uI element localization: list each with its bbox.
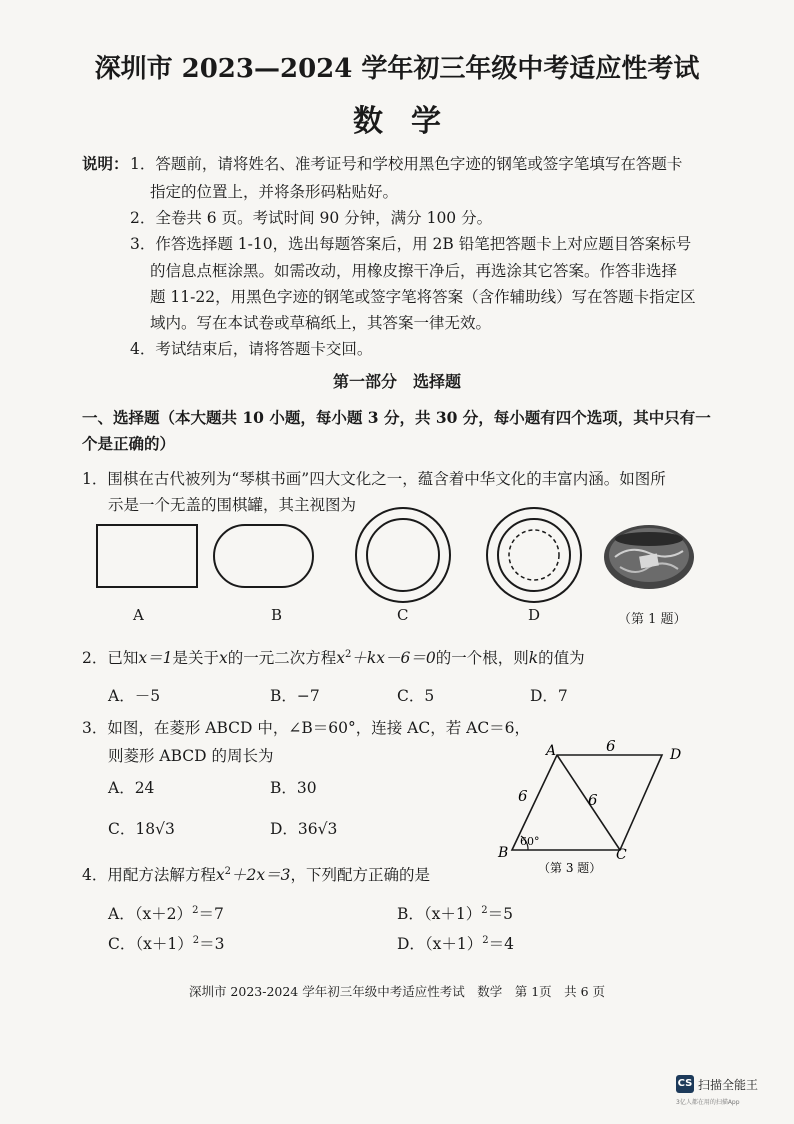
q2-eq1: x＝1 (138, 649, 173, 667)
q4-option-a (108, 902, 224, 924)
q3-caption: （第 3 题） (538, 861, 602, 875)
scanner-tagline: 3亿人都在用的扫描App (676, 1099, 740, 1106)
q1-label-b: B (271, 606, 283, 624)
page-footer: 深圳市 2023-2024 学年初三年级中考适应性考试 数学 第 1页 共 6 页 (188, 984, 606, 999)
q1-label-a: A (133, 606, 144, 624)
q3-option-d: D．36√3 (270, 820, 338, 838)
instructions-label: 说明： (82, 154, 129, 173)
section-heading-cont: 个是正确的） (82, 434, 176, 453)
q3-option-a: A．24 (108, 779, 155, 797)
instruction-line: 域内。写在本试卷或草稿纸上，其答案一律无效。 (150, 314, 492, 332)
q4-option-d-value: ＝4 (488, 935, 515, 953)
q4-suffix: ，下列配方正确的是 (290, 866, 430, 884)
q2-eq2a: x (336, 649, 346, 667)
instruction-line: 3．作答选择题 1-10，选出每题答案后，用 2B 铅笔把答题卡上对应题目答案标号 (130, 235, 692, 253)
q3-text: 3．如图，在菱形 ABCD 中，∠B＝60°，连接 AC，若 AC＝6， (82, 719, 531, 737)
q1-figures (80, 505, 700, 605)
scanner-watermark (676, 1075, 772, 1109)
section-heading: 一、选择题（本大题共 10 小题，每小题 3 分，共 30 分，每小题有四个选项，其中只有一 (82, 408, 711, 427)
q2-text (82, 646, 585, 668)
q4-option-d-base: D．（x＋1） (397, 935, 483, 953)
part-title: 第一部分 选择题 (332, 372, 461, 391)
instruction-line: 2．全卷共 6 页。考试时间 90 分钟，满分 100 分。 (130, 209, 493, 227)
q3-rhombus-figure (490, 735, 700, 880)
q2-suffix: 的一个根，则 (435, 649, 529, 667)
q2-eq2b: ＋kx－6＝0 (351, 649, 436, 667)
q2-var: x (219, 649, 228, 667)
go-jar-image (604, 525, 694, 589)
q4-option-b-value: ＝5 (487, 905, 513, 923)
instruction-line: 指定的位置上，并将条形码粘贴好。 (150, 183, 399, 201)
q1-label-d: D (528, 606, 541, 624)
q4-option-a-value: ＝7 (198, 905, 224, 923)
q2-mid: 是关于 (172, 649, 219, 667)
q2-option-b: B．−7 (270, 687, 320, 705)
diagonal-ac-label: 6 (588, 791, 598, 809)
instruction-line: 的信息点框涂黑。如需改动，用橡皮擦干净后，再选涂其它答案。作答非选择 (150, 262, 678, 280)
side-ab-label: 6 (518, 787, 528, 805)
option-c-inner-circle (367, 519, 439, 591)
q2-prefix: 2．已知 (82, 649, 139, 667)
q1-label-c: C (397, 606, 409, 624)
q3-option-c: C．18√3 (108, 820, 175, 838)
q4-prefix: 4．用配方法解方程 (82, 866, 216, 884)
q4-option-c-square: 2 (192, 934, 200, 946)
instruction-line: 1．答题前，请将姓名、准考证号和学校用黑色字迹的钢笔或签字笔填写在答题卡 (130, 155, 683, 173)
q4-option-d-square: 2 (482, 934, 489, 946)
q2-square: 2 (345, 648, 352, 660)
instruction-line: 题 11-22，用黑色字迹的钢笔或签字笔将答案（含作辅助线）写在答题卡指定区 (150, 288, 696, 306)
q4-option-c-value: ＝3 (199, 935, 225, 953)
vertex-c: C (616, 847, 627, 863)
q1-text-cont: 示是一个无盖的围棋罐，其主视图为 (108, 496, 357, 514)
q1-text: 1．围棋在古代被列为“琴棋书画”四大文化之一，蕴含着中华文化的丰富内涵。如图所 (82, 470, 666, 488)
q4-option-c-base: C．（x＋1） (108, 935, 193, 953)
vertex-a: A (546, 743, 557, 759)
option-d-outer-circle (487, 508, 581, 602)
q4-option-a-square: 2 (192, 904, 199, 916)
q4-option-b-square: 2 (481, 904, 488, 916)
q4-option-c (108, 932, 224, 954)
q4-eq-rest: ＋2x＝3 (231, 866, 291, 884)
side-ad-label: 6 (606, 737, 616, 755)
q2-mid2: 的一元二次方程 (227, 649, 337, 667)
q3-text-cont: 则菱形 ABCD 的周长为 (108, 747, 274, 765)
q1-caption: （第 1 题） (618, 612, 687, 627)
q3-option-b: B．30 (270, 779, 317, 797)
q4-eq: x (215, 866, 225, 884)
q2-k: k (528, 649, 539, 667)
vertex-b: B (498, 845, 509, 861)
q4-text (82, 863, 430, 885)
subject-title: 数学 (353, 104, 469, 139)
vertex-d: D (670, 747, 682, 763)
angle-label: 60° (520, 835, 540, 848)
option-b-capsule (214, 525, 313, 587)
exam-title: 深圳市 2023—2024 学年初三年级中考适应性考试 (94, 54, 700, 84)
q4-option-b-base: B．（x＋1） (397, 905, 482, 923)
scanner-name: 扫描全能王 (698, 1078, 759, 1092)
option-c-outer-circle (356, 508, 450, 602)
q4-option-b (397, 902, 513, 924)
scanner-logo-icon: CS (676, 1075, 694, 1093)
option-d-dashed-circle (509, 530, 559, 580)
q2-suffix2: 的值为 (538, 649, 585, 667)
instruction-line: 4．考试结束后，请将答题卡交回。 (130, 340, 373, 358)
q4-option-d (397, 932, 514, 954)
q4-square: 2 (224, 865, 231, 877)
option-a-rectangle (97, 525, 197, 587)
q2-option-c: C．5 (397, 687, 435, 705)
q4-option-a-base: A．（x＋2） (108, 905, 193, 923)
q2-option-a: A．－5 (108, 687, 161, 705)
q2-option-d: D．7 (530, 687, 568, 705)
